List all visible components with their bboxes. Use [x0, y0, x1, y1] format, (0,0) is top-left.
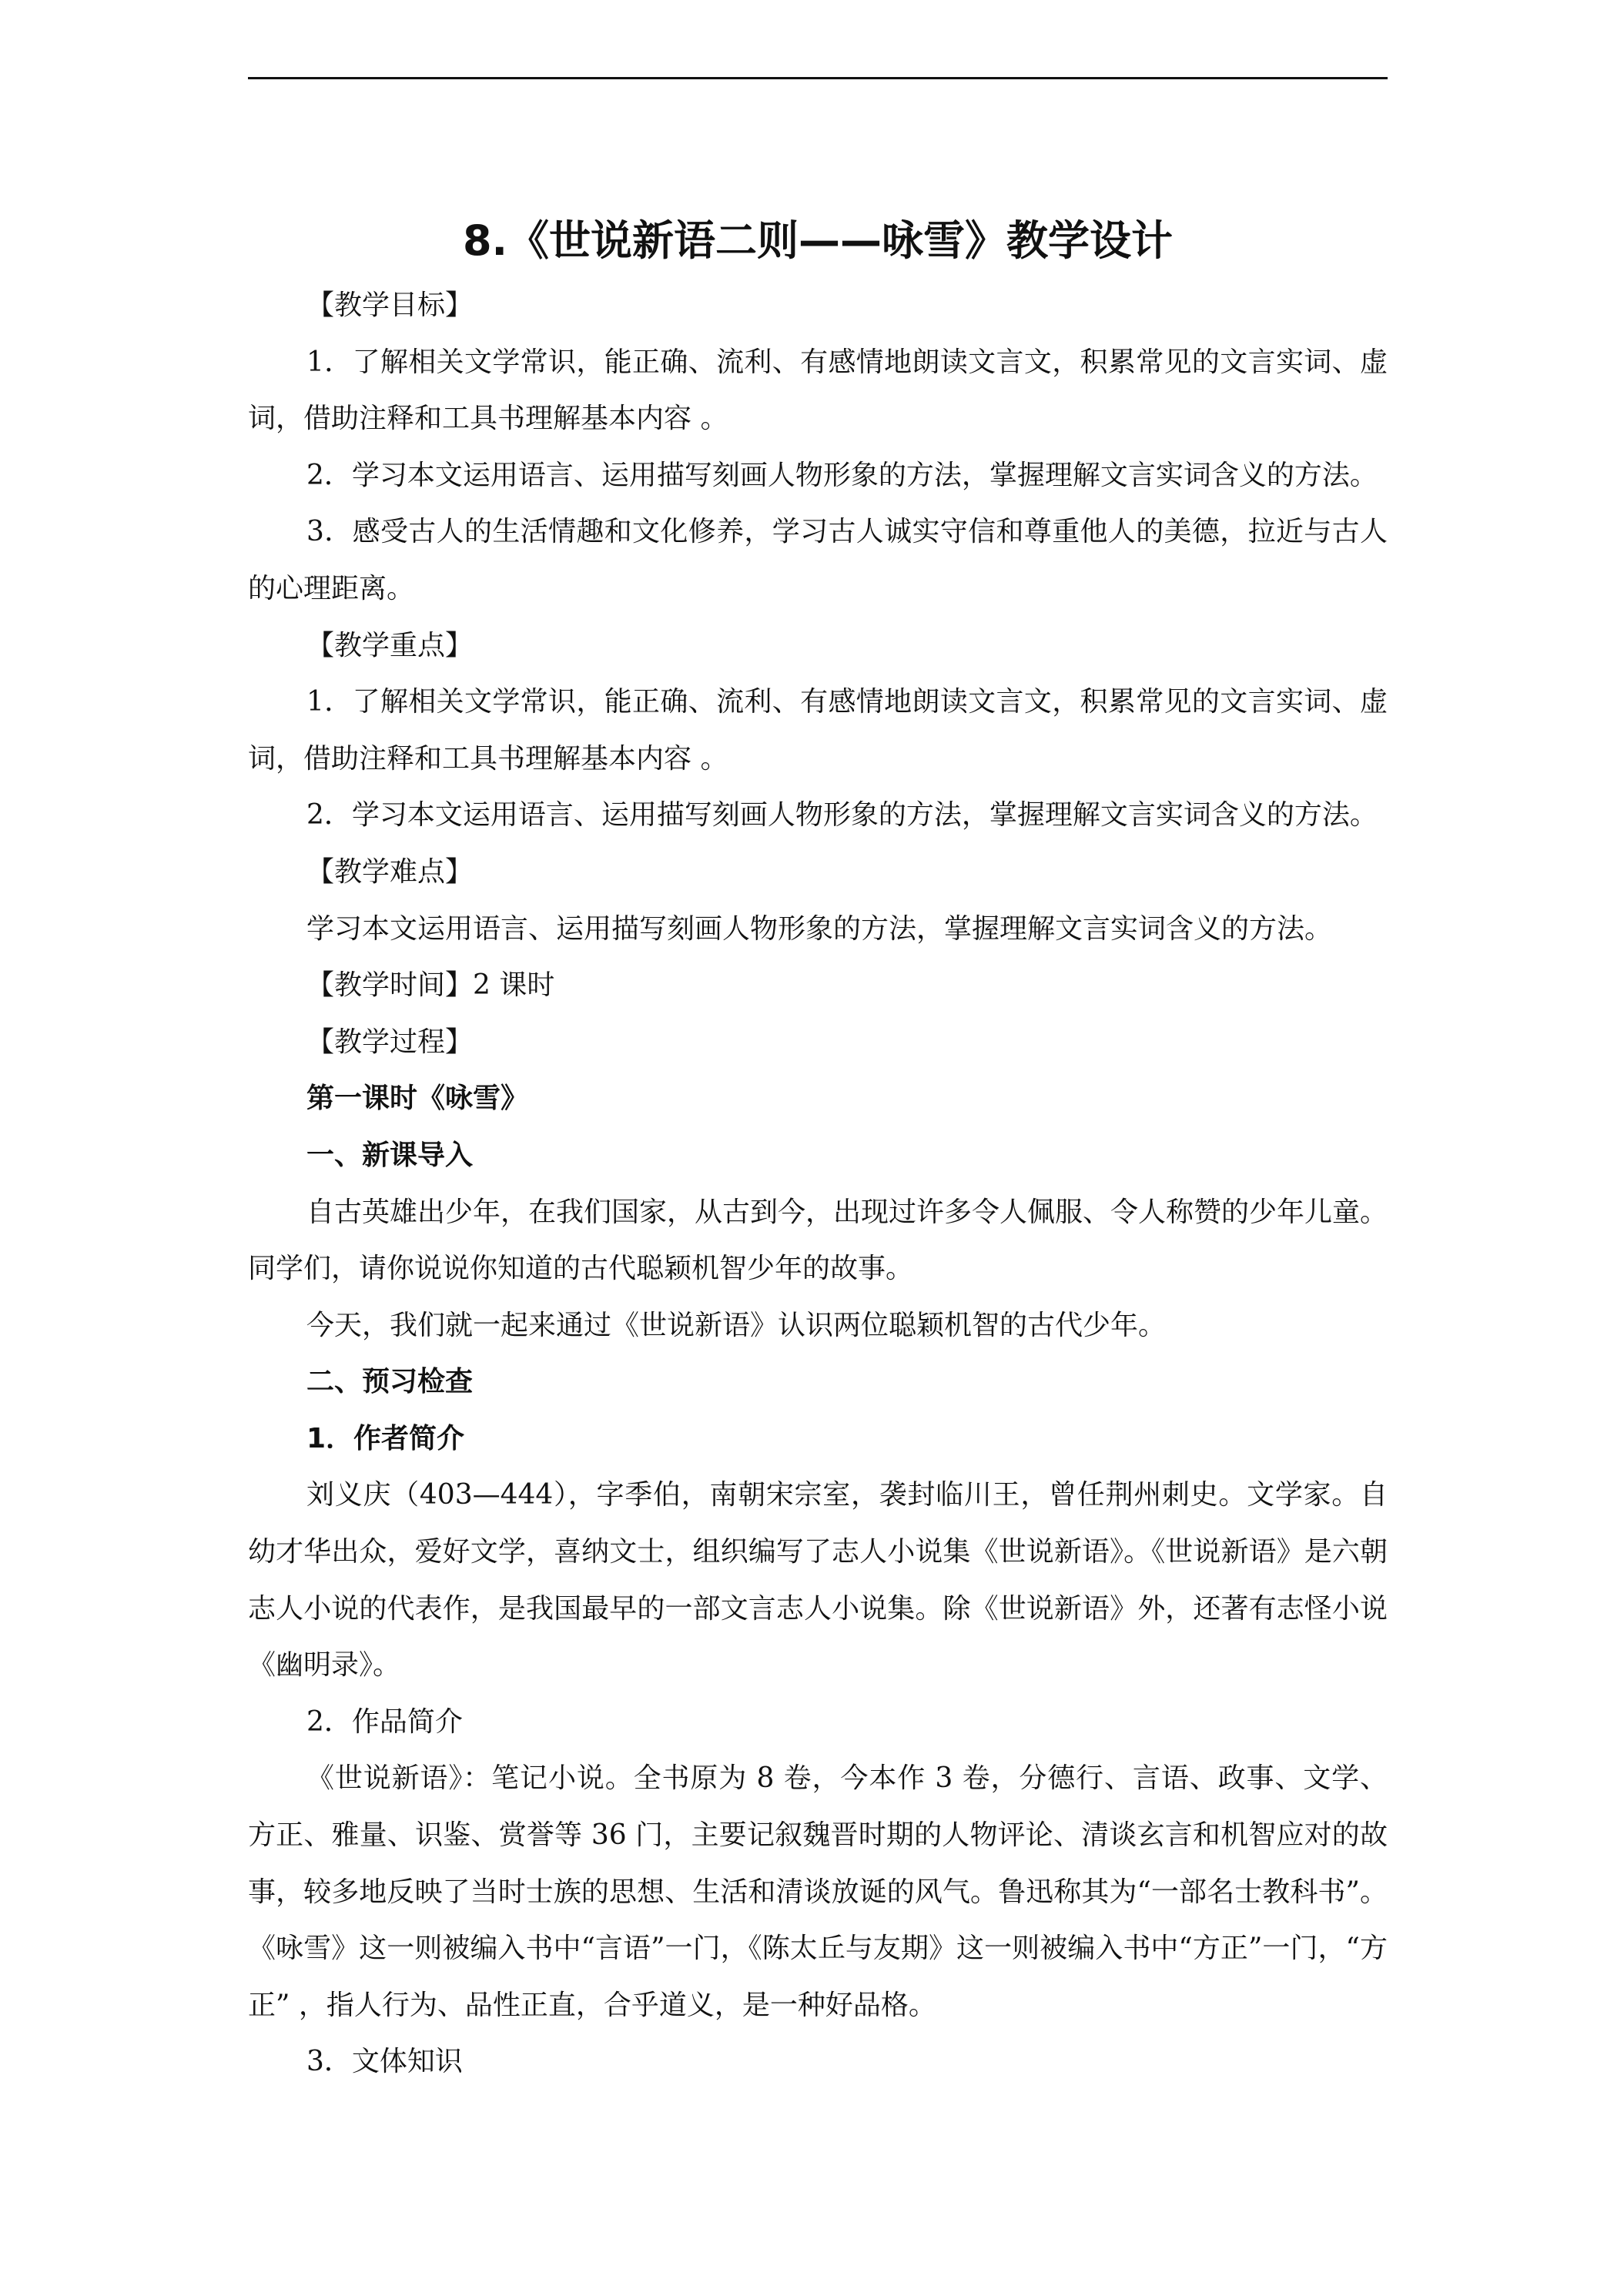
lesson-one-heading: 第一课时《咏雪》 — [306, 1083, 529, 1115]
intro-paragraph: 自古英雄出少年，在我们国家，从古到今，出现过许多令人佩服、令人称赞的少年儿童。同学们，请你说说你知道的古代聪颖机智少年的故事。 — [248, 1196, 1388, 1285]
time-line: 【教学时间】2 课时 — [306, 969, 555, 1002]
objectives-heading: 【教学目标】 — [306, 290, 474, 321]
section-intro-heading: 一、新课导入 — [306, 1139, 474, 1171]
author-heading: 1．作者简介 — [306, 1422, 465, 1454]
header-rule — [248, 77, 1388, 79]
difficulty-heading: 【教学难点】 — [306, 855, 474, 888]
document-title: 8.《世说新语二则——咏雪》教学设计 — [462, 216, 1174, 265]
genre-heading: 3．文体知识 — [306, 2046, 463, 2078]
objective-item: 2．学习本文运用语言、运用描写刻画人物形象的方法，掌握理解文言实词含义的方法。 — [306, 459, 1378, 491]
objective-item: 1．了解相关文学常识，能正确、流利、有感情地朗读文言文，积累常见的文言实词、虚词，借助注释和工具书理解基本内容 。 — [248, 346, 1388, 435]
objective-item: 3．感受古人的生活情趣和文化修养，学习古人诚实守信和尊重他人的美德，拉近与古人的心理距离。 — [248, 516, 1388, 604]
author-paragraph: 刘义庆（403—444），字季伯，南朝宋宗室，袭封临川王，曾任荆州刺史。文学家。自幼才华出众，爱好文学，喜纳文士，组织编写了志人小说集《世说新语》。《世说新语》是六朝志人小说的代表作，是我国最早的一部文言志人小说集。除《世说新语》外，还著有志怪小说《幽明录》。 — [248, 1479, 1388, 1682]
work-heading: 2．作品简介 — [306, 1705, 463, 1738]
key-point-item: 1．了解相关文学常识，能正确、流利、有感情地朗读文言文，积累常见的文言实词、虚词，借助注释和工具书理解基本内容 。 — [248, 686, 1388, 775]
section-preview-heading: 二、预习检查 — [306, 1366, 474, 1398]
key-point-item: 2．学习本文运用语言、运用描写刻画人物形象的方法，掌握理解文言实词含义的方法。 — [306, 799, 1378, 832]
work-paragraph: 《世说新语》：笔记小说。全书原为 8 卷，今本作 3 卷，分德行、言语、政事、文学、方正、雅量、识鉴、赏誉等 36 门，主要记叙魏晋时期的人物评论、清谈玄言和机智应对的故事，较多地反映了当时士族的思想、生活和清谈放诞的风气。鲁迅称其为“一部名士教科书”。《咏雪》这一则被编入书中“言语”一门，《陈太丘与友期》这一则被编入书中“方正”一门，“方正” ，指人行为、品性正直，合乎道义，是一种好品格。 — [248, 1762, 1388, 2021]
document-body — [248, 206, 1388, 2090]
intro-paragraph: 今天，我们就一起来通过《世说新语》认识两位聪颖机智的古代少年。 — [306, 1309, 1167, 1341]
key-points-heading: 【教学重点】 — [306, 629, 474, 661]
process-heading: 【教学过程】 — [306, 1026, 474, 1058]
difficulty-text: 学习本文运用语言、运用描写刻画人物形象的方法，掌握理解文言实词含义的方法。 — [306, 912, 1333, 945]
